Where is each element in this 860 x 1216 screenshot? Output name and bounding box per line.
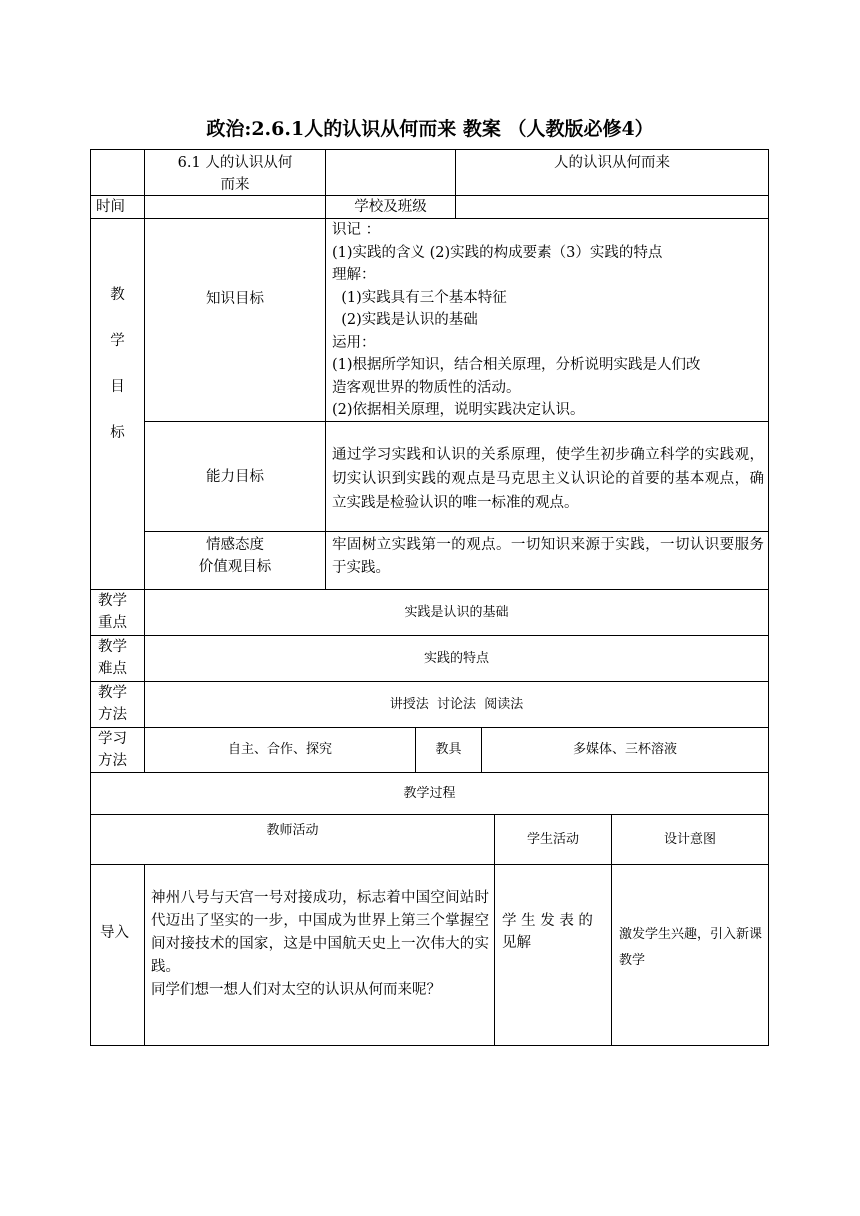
goal-char: 教 — [110, 287, 125, 303]
lesson-number — [145, 152, 325, 196]
method-value: 讲授法 讨论法 阅读法 — [389, 696, 524, 712]
lesson-title: 人的认识从何而来 — [554, 155, 670, 171]
document-title: 政治:2.6.1人的认识从何而来 教案 （人教版必修4） — [206, 118, 654, 140]
emotion-goal-content: 牢固树立实践第一的观点。一切知识来源于实践，一切认识要服务于实践。 — [332, 537, 764, 576]
knowledge-line: (1)根据所学知识，结合相关原理，分析说明实践是人们改 — [332, 357, 701, 373]
knowledge-line: 识记 ： — [332, 222, 381, 238]
knowledge-line: (2)实践是认识的基础 — [332, 312, 478, 328]
intro-teacher-activity — [151, 887, 489, 1002]
method-label — [98, 682, 127, 726]
emotion-goal-label-line-1: 情感态度 — [206, 537, 264, 553]
intro-design-intent: 激发学生兴趣，引入新课教学 — [619, 927, 763, 968]
goal-char: 目 — [110, 379, 125, 395]
key-point-label-line-1: 教学 — [98, 593, 127, 609]
method-label-line-2: 方法 — [98, 707, 127, 723]
intro-student-activity: 学 生 发 表 的 见解 — [502, 913, 593, 951]
ability-goal-content: 通过学习实践和认识的关系原理，使学生初步确立科学的实践观，切实认识到实践的观点是马克思主义认识论的首要的基本观点，确立实践是检验认识的唯一标准的观点。 — [332, 447, 764, 511]
emotion-goal-label — [145, 534, 325, 578]
tools-value: 多媒体、三杯溶液 — [572, 742, 677, 757]
teaching-goals-label — [91, 284, 144, 468]
time-label: 时间 — [96, 199, 125, 215]
goal-char: 学 — [110, 333, 125, 349]
difficulty-label-line-2: 难点 — [98, 661, 127, 677]
study-method-label-line-2: 方法 — [98, 753, 127, 769]
emotion-goal-label-line-2: 价值观目标 — [198, 559, 272, 575]
study-method-value: 自主、合作、探究 — [227, 742, 332, 757]
knowledge-line: (1)实践的含义 (2)实践的构成要素（3）实践的特点 — [332, 244, 663, 261]
design-intent-header: 设计意图 — [663, 831, 716, 847]
tools-label: 教具 — [435, 742, 462, 757]
intro-teacher-paragraph-2: 同学们想一想人们对太空的认识从何而来呢？ — [151, 982, 441, 998]
goal-char: 标 — [110, 425, 125, 441]
student-activity-header: 学生活动 — [526, 831, 579, 847]
knowledge-line: (2)依据相关原理，说明实践决定认识。 — [332, 402, 585, 418]
lesson-number-line-2: 而来 — [220, 177, 250, 193]
lesson-number-line-1: 6.1 人的认识从何 — [177, 155, 293, 171]
knowledge-line: 造客观世界的物质性的活动。 — [332, 379, 521, 396]
difficulty-value: 实践的特点 — [423, 650, 489, 666]
intro-teacher-paragraph-1: 神州八号与天宫一号对接成功，标志着中国空间站时代迈出了坚实的一步，中国成为世界上第三个掌握空间对接技术的国家，这是中国航天史上一次伟大的实践。 — [151, 890, 489, 975]
school-class-label: 学校及班级 — [354, 199, 427, 215]
knowledge-line: (1)实践具有三个基本特征 — [332, 289, 507, 306]
difficulty-label — [98, 636, 127, 680]
study-method-label-line-1: 学习 — [98, 731, 127, 747]
key-point-value: 实践是认识的基础 — [404, 604, 509, 620]
teacher-activity-header: 教师活动 — [266, 823, 319, 838]
teaching-process-heading: 教学过程 — [403, 785, 456, 801]
key-point-label-line-2: 重点 — [98, 615, 127, 631]
knowledge-goal-content — [332, 219, 766, 422]
key-point-label — [98, 590, 127, 634]
knowledge-goal-label: 知识目标 — [206, 291, 264, 307]
intro-label: 导入 — [100, 925, 129, 941]
knowledge-line: 运用： — [332, 334, 376, 351]
method-label-line-1: 教学 — [98, 685, 127, 701]
difficulty-label-line-1: 教学 — [98, 639, 127, 655]
study-method-label — [98, 728, 127, 772]
knowledge-line: 理解： — [332, 267, 376, 283]
ability-goal-label: 能力目标 — [206, 468, 264, 485]
